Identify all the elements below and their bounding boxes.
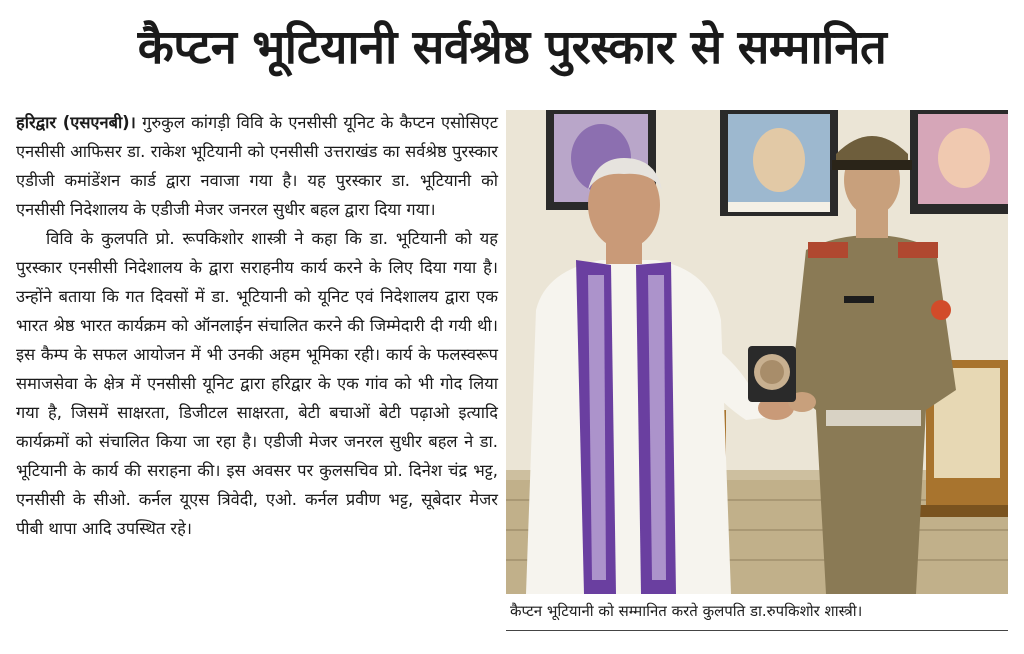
paragraph-1-text: गुरुकुल कांगड़ी विवि के एनसीसी यूनिट के कैप्टन एसोसिएट एनसीसी आफिसर डा. राकेश भूटियानी को एनसीसी उत्तराखंड का सर्वश्रेष्ठ पुरस्कार एडीजी कमांडेंशन कार्ड द्वारा नवाजा गया है। यह पुरस्कार डा. भूटियानी को एनसीसी निदेशालय के एडीजी मेजर जनरल सुधीर बहल द्वारा दिया गया। bbox=[16, 113, 498, 219]
photo-illustration bbox=[506, 110, 1008, 594]
dateline: हरिद्वार (एसएनबी)। bbox=[16, 113, 136, 132]
framed-picture-right bbox=[910, 110, 1008, 214]
paragraph-1 bbox=[16, 108, 498, 224]
article-body bbox=[16, 108, 498, 543]
memento-plaque bbox=[748, 346, 796, 402]
news-photo bbox=[506, 110, 1008, 594]
caption-divider bbox=[506, 630, 1008, 631]
headline: कैप्टन भूटियानी सर्वश्रेष्ठ पुरस्कार से सम्मानित bbox=[137, 20, 887, 75]
paragraph-2: विवि के कुलपति प्रो. रूपकिशोर शास्त्री ने कहा कि डा. भूटियानी को यह पुरस्कार एनसीसी निदेशालय के द्वारा सराहनीय कार्य करने के लिए दिया गया है। उन्होंने बताया कि गत दिवसों में डा. भूटियानी को यूनिट एवं निदेशालय द्वारा एक भारत श्रेष्ठ भारत कार्यक्रम को ऑनलाईन संचालित करने की जिम्मेदारी दी गयी थी। इस कैम्प के सफल आयोजन में भी उनकी अहम भूमिका रही। कार्य के फलस्वरूप समाजसेवा के क्षेत्र में एनसीसी यूनिट द्वारा हरिद्वार के एक गांव को भी गोद लिया गया है, जिसमें साक्षरता, डिजीटल साक्षरता, बेटी बचाओं बेटी पढ़ाओ इत्यादि कार्यक्रमों को संचालित किया जा रहा है। एडीजी मेजर जनरल सुधीर बहल ने डा. भूटियानी के कार्य की सराहना की। इस अवसर पर कुलसचिव प्रो. दिनेश चंद्र भट्ट, एनसीसी के सीओ. कर्नल यूएस त्रिवेदी, एओ. कर्नल प्रवीण भट्ट, सूबेदार मेजर पीबी थापा आदि उपस्थित रहे। bbox=[16, 229, 498, 538]
photo-caption: कैप्टन भूटियानी को सम्मानित करते कुलपति डा.रुपकिशोर शास्त्री। bbox=[510, 602, 863, 620]
framed-picture-center bbox=[720, 110, 838, 216]
